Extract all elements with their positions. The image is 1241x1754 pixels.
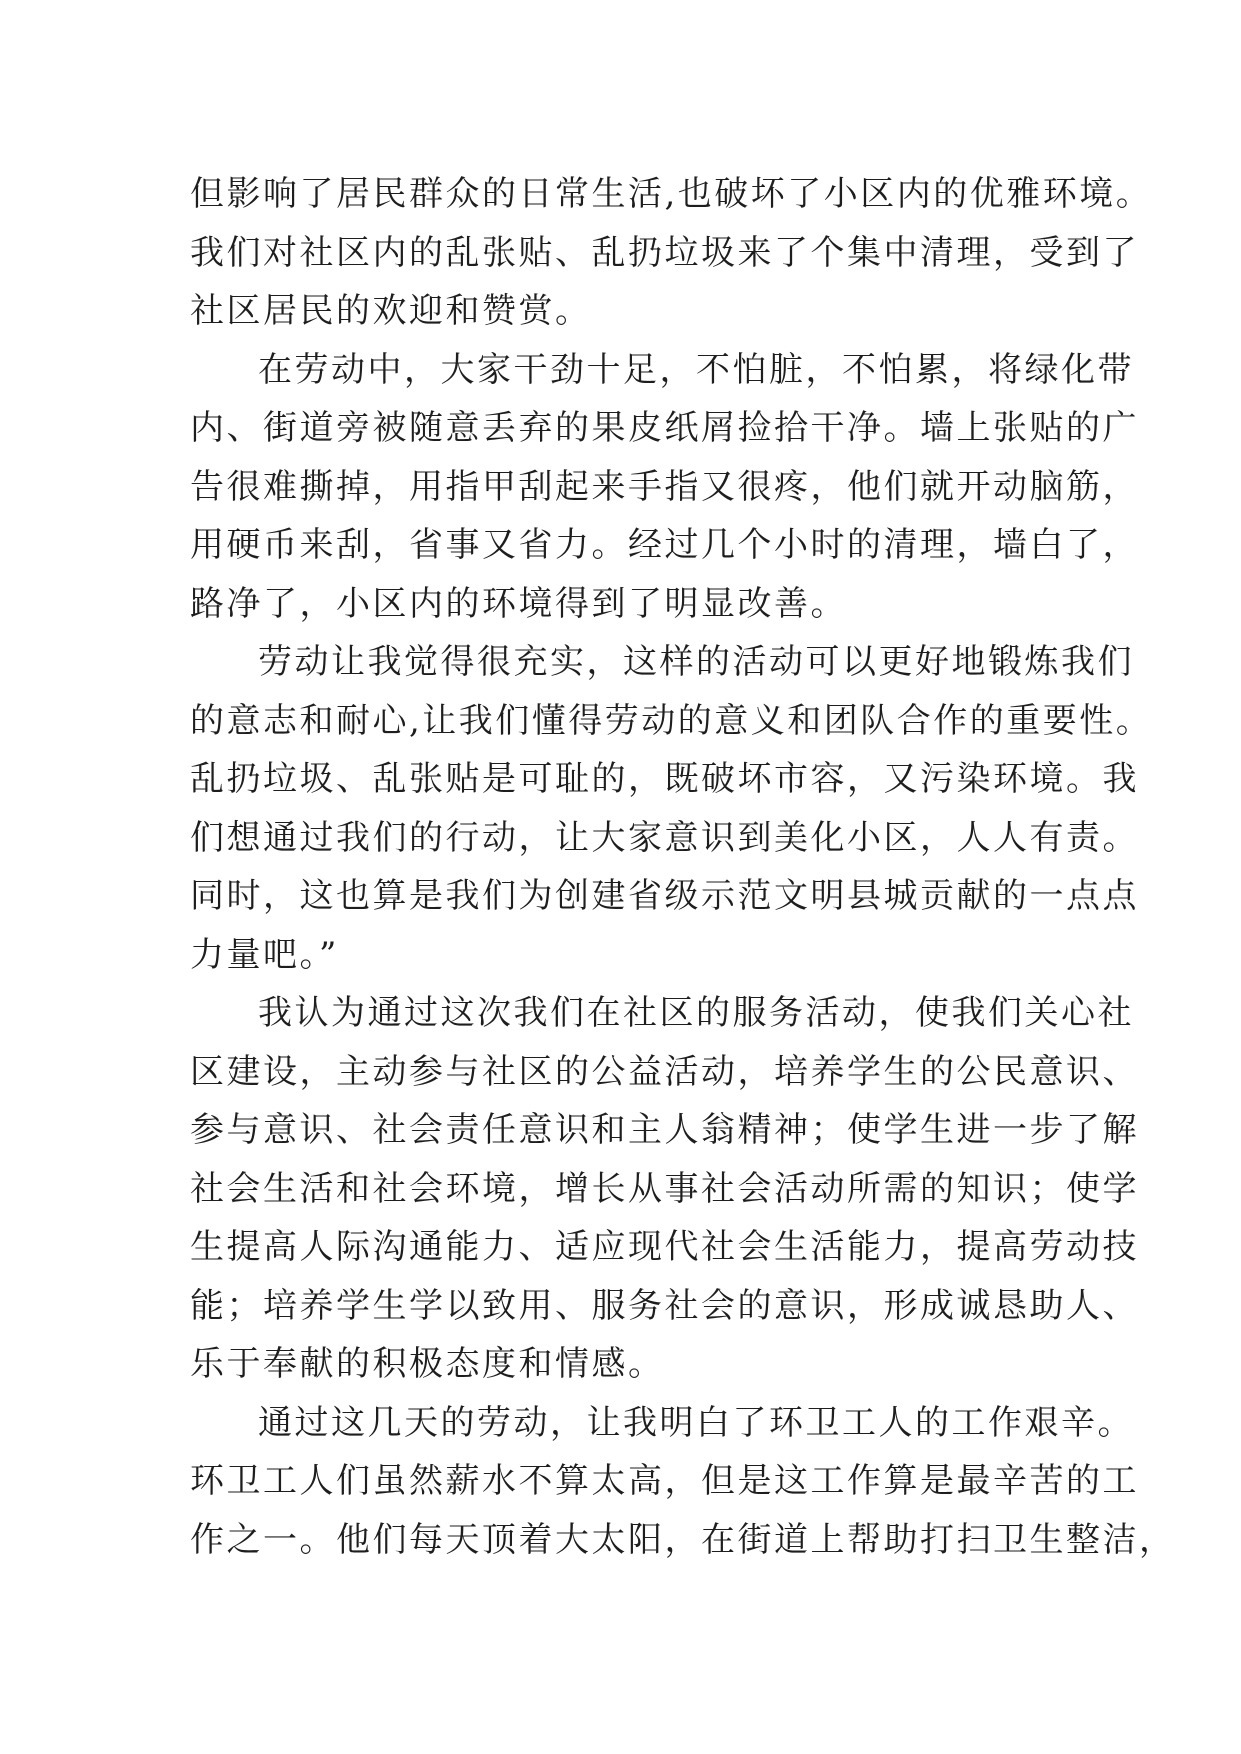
text-line: 路净了，小区内的环境得到了明显改善。 xyxy=(190,583,847,624)
text-line: 的意志和耐心,让我们懂得劳动的意义和团队合作的重要性。 xyxy=(190,700,1153,741)
paragraph-first-line: 通过这几天的劳动，让我明白了环卫工人的工作艰辛。 xyxy=(258,1402,1134,1443)
text-line: 们想通过我们的行动，让大家意识到美化小区，人人有责。 xyxy=(190,817,1139,858)
text-line: 能；培养学生学以致用、服务社会的意识，形成诚恳助人、 xyxy=(190,1285,1139,1326)
text-line: 但影响了居民群众的日常生活,也破坏了小区内的优雅环境。 xyxy=(190,174,1153,214)
text-line: 告很难撕掉，用指甲刮起来手指又很疼，他们就开动脑筋， xyxy=(190,466,1139,507)
text-line: 内、街道旁被随意丢弃的果皮纸屑捡拾干净。墙上张贴的广 xyxy=(190,408,1139,448)
text-line: 社区居民的欢迎和赞赏。 xyxy=(190,291,592,331)
text-line: 生提高人际沟通能力、适应现代社会生活能力，提高劳动技 xyxy=(190,1227,1139,1267)
text-line: 乱扔垃圾、乱张贴是可耻的，既破坏市容，又污染环境。我 xyxy=(190,759,1139,799)
text-line: 环卫工人们虽然薪水不算太高，但是这工作算是最辛苦的工 xyxy=(190,1461,1139,1501)
text-line: 乐于奉献的积极态度和情感。 xyxy=(190,1344,665,1384)
paragraph-first-line: 劳动让我觉得很充实，这样的活动可以更好地锻炼我们 xyxy=(258,642,1134,682)
paragraph-first-line: 我认为通过这次我们在社区的服务活动，使我们关心社 xyxy=(258,993,1134,1033)
text-line: 作之一。他们每天顶着大太阳，在街道上帮助打扫卫生整洁， xyxy=(190,1519,1176,1560)
text-line: 参与意识、社会责任意识和主人翁精神；使学生进一步了解 xyxy=(190,1110,1139,1150)
text-line: 同时，这也算是我们为创建省级示范文明县城贡献的一点点 xyxy=(190,876,1139,916)
text-line: 用硬币来刮，省事又省力。经过几个小时的清理，墙白了， xyxy=(190,525,1139,565)
text-line: 力量吧。” xyxy=(190,934,339,975)
text-line: 社会生活和社会环境，增长从事社会活动所需的知识；使学 xyxy=(190,1168,1139,1209)
body-text xyxy=(190,165,1176,1569)
paragraph-first-line: 在劳动中，大家干劲十足，不怕脏，不怕累，将绿化带 xyxy=(258,349,1134,390)
text-line: 区建设，主动参与社区的公益活动，培养学生的公民意识、 xyxy=(190,1051,1139,1092)
text-line: 我们对社区内的乱张贴、乱扔垃圾来了个集中清理，受到了 xyxy=(190,232,1139,273)
